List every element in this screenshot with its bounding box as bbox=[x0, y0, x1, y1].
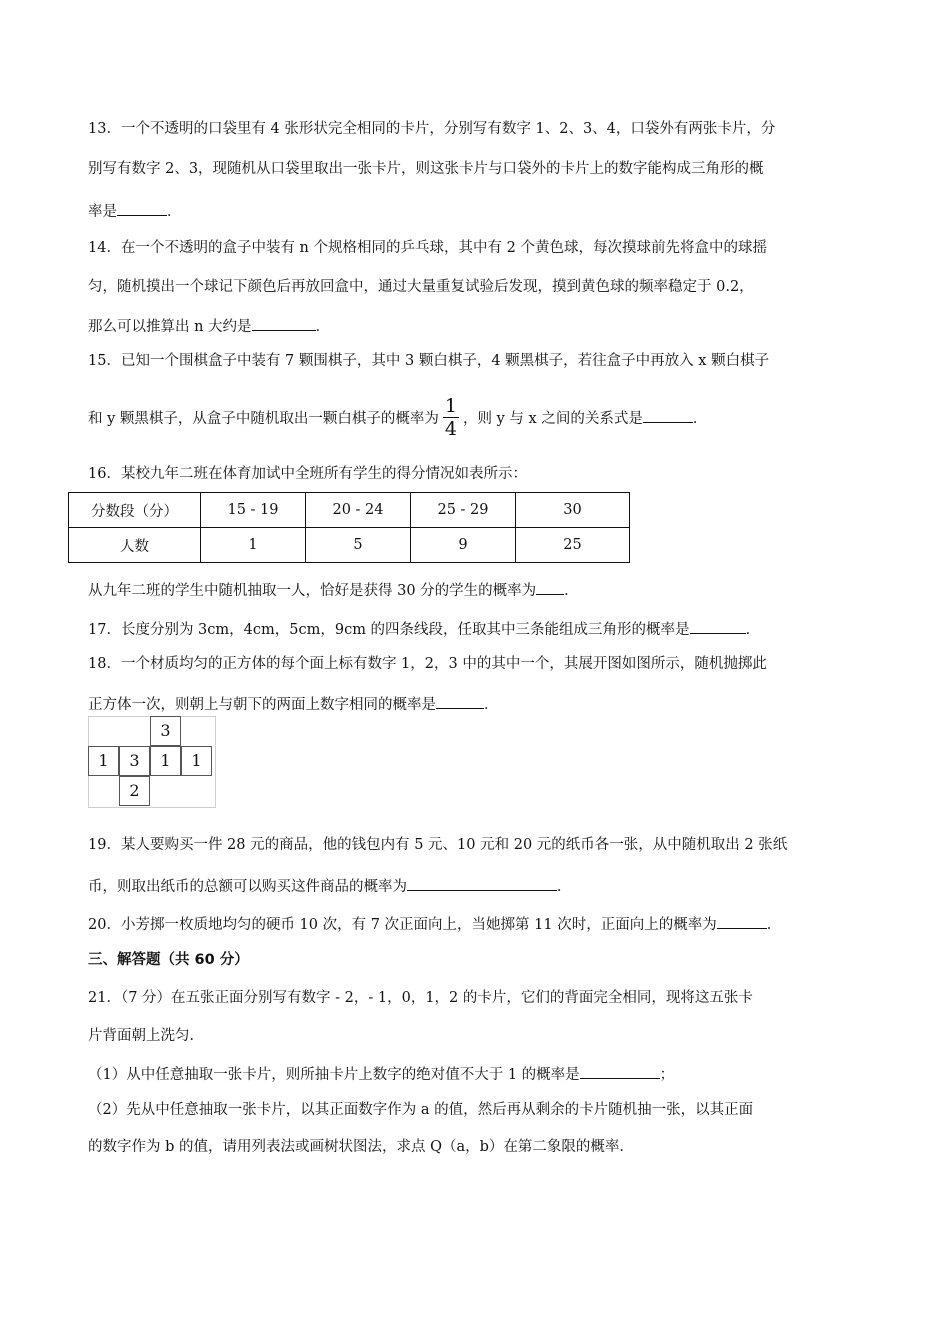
q21-part2-line2: 的数字作为 b 的值，请用列表法或画树状图法，求点 Q（a，b）在第二象限的概率． bbox=[88, 1139, 634, 1155]
q14-line3 bbox=[88, 314, 330, 337]
q15-fraction-numerator: 1 bbox=[444, 394, 458, 417]
q14-line1: 14．在一个不透明的盒子中装有 n 个规格相同的乒乓球，其中有 2 个黄色球，每次摸球前先将盒中的球摇 bbox=[88, 240, 767, 256]
q21-line2: 片背面朝上洗匀． bbox=[88, 1028, 204, 1044]
q16-after-prefix: 从九年二班的学生中随机抽取一人，恰好是获得 30 分的学生的概率为 bbox=[88, 583, 537, 599]
q15-line2-prefix: 和 y 颗黑棋子，从盒子中随机取出一颗白棋子的概率为 bbox=[88, 411, 439, 427]
table-cell: 分数段（分） bbox=[69, 493, 201, 528]
q14-line3-suffix: ． bbox=[315, 319, 331, 335]
table-cell: 9 bbox=[411, 528, 516, 563]
q15-line1: 15．已知一个围棋盒子中装有 7 颗围棋子，其中 3 颗白棋子，4 颗黑棋子，若往盒子中再放入 x 颗白棋子 bbox=[88, 353, 770, 369]
table-cell: 15 - 19 bbox=[201, 493, 306, 528]
cube-net-face: 1 bbox=[150, 746, 181, 776]
table-row bbox=[69, 493, 630, 528]
q15-line2 bbox=[88, 395, 707, 443]
q13-answer-blank[interactable] bbox=[117, 199, 167, 216]
q18-line2-suffix: ． bbox=[484, 697, 499, 713]
cube-net-face-bottom: 2 bbox=[119, 776, 150, 806]
cube-net-face-top: 3 bbox=[150, 716, 181, 746]
q18-answer-blank[interactable] bbox=[436, 692, 484, 709]
q13-line3-suffix: ． bbox=[167, 204, 182, 220]
q21-part1-prefix: （1）从中任意抽取一张卡片，则所抽卡片上数字的绝对值不大于 1 的概率是 bbox=[88, 1067, 580, 1083]
q14-answer-blank[interactable] bbox=[252, 314, 316, 331]
q20-answer-blank[interactable] bbox=[717, 912, 767, 929]
q21-line1: 21．（7 分）在五张正面分别写有数字 - 2，- 1，0，1，2 的卡片，它们的背面完全相同，现将这五张卡 bbox=[88, 990, 753, 1006]
q15-line2-mid: ，则 y 与 x 之间的关系式是 bbox=[463, 411, 643, 427]
q18-line1: 18．一个材质均匀的正方体的每个面上标有数字 1，2，3 中的其中一个，其展开图如图所示，随机抛掷此 bbox=[88, 656, 767, 672]
table-cell: 25 - 29 bbox=[411, 493, 516, 528]
q17-line bbox=[88, 617, 760, 640]
cube-net-figure bbox=[88, 716, 216, 808]
q15-line2-suffix: ． bbox=[692, 411, 708, 427]
q19-line1: 19．某人要购买一件 28 元的商品，他的钱包内有 5 元、10 元和 20 元的纸币各一张，从中随机取出 2 张纸 bbox=[88, 837, 788, 853]
q21-part1-suffix: ； bbox=[659, 1067, 675, 1083]
q16-after-suffix: ． bbox=[564, 583, 579, 599]
table-cell: 30 bbox=[516, 493, 630, 528]
table-cell: 5 bbox=[306, 528, 411, 563]
cube-net-face: 3 bbox=[119, 746, 150, 776]
q20-line bbox=[88, 912, 781, 935]
q17-suffix: ． bbox=[745, 622, 761, 638]
q19-line2-prefix: 币，则取出纸币的总额可以购买这件商品的概率为 bbox=[88, 879, 407, 895]
q15-fraction bbox=[443, 395, 459, 440]
q17-answer-blank[interactable] bbox=[690, 617, 746, 634]
q16-intro: 16．某校九年二班在体育加试中全班所有学生的得分情况如表所示： bbox=[88, 466, 527, 482]
q15-answer-blank[interactable] bbox=[643, 406, 693, 423]
q18-line2 bbox=[88, 692, 499, 715]
cube-net-face: 1 bbox=[181, 746, 212, 776]
q18-line2-prefix: 正方体一次，则朝上与朝下的两面上数字相同的概率是 bbox=[88, 697, 436, 713]
table-cell: 人数 bbox=[69, 528, 201, 563]
q19-answer-blank[interactable] bbox=[407, 874, 557, 891]
q13-line2: 别写有数字 2、3，现随机从口袋里取出一张卡片，则这张卡片与口袋外的卡片上的数字能构成三角形的概 bbox=[88, 161, 764, 177]
q14-line3-prefix: 那么可以推算出 n 大约是 bbox=[88, 319, 252, 335]
q15-fraction-denominator: 4 bbox=[444, 417, 458, 440]
q13-line1: 13．一个不透明的口袋里有 4 张形状完全相同的卡片，分别写有数字 1、2、3、4，口袋外有两张卡片，分 bbox=[88, 121, 776, 137]
q20-suffix: ． bbox=[766, 917, 782, 933]
q13-line3 bbox=[88, 199, 182, 222]
q21-part1-answer-blank[interactable] bbox=[580, 1062, 660, 1079]
section-title: 三、解答题（共 60 分） bbox=[88, 952, 249, 968]
score-table bbox=[68, 492, 630, 563]
q21-part1 bbox=[88, 1062, 674, 1085]
table-cell: 25 bbox=[516, 528, 630, 563]
cube-net-face: 1 bbox=[88, 746, 119, 776]
q16-after bbox=[88, 578, 579, 601]
q13-line3-prefix: 率是 bbox=[88, 204, 117, 220]
table-cell: 1 bbox=[201, 528, 306, 563]
q20-prefix: 20．小芳掷一枚质地均匀的硬币 10 次，有 7 次正面向上，当她掷第 11 次时，正面向上的概率为 bbox=[88, 917, 717, 933]
table-cell: 20 - 24 bbox=[306, 493, 411, 528]
q16-answer-blank[interactable] bbox=[536, 578, 564, 595]
q17-prefix: 17．长度分别为 3cm，4cm，5cm，9cm 的四条线段，任取其中三条能组成三角形的概率是 bbox=[88, 622, 690, 638]
q19-line2 bbox=[88, 874, 572, 897]
table-row bbox=[69, 528, 630, 563]
q21-part2-line1: （2）先从中任意抽取一张卡片，以其正面数字作为 a 的值，然后再从剩余的卡片随机抽一张，以其正面 bbox=[88, 1102, 754, 1118]
q19-line2-suffix: ． bbox=[557, 879, 572, 895]
q14-line2: 匀，随机摸出一个球记下颜色后再放回盒中，通过大量重复试验后发现，摸到黄色球的频率稳定于 0.2， bbox=[88, 279, 754, 295]
